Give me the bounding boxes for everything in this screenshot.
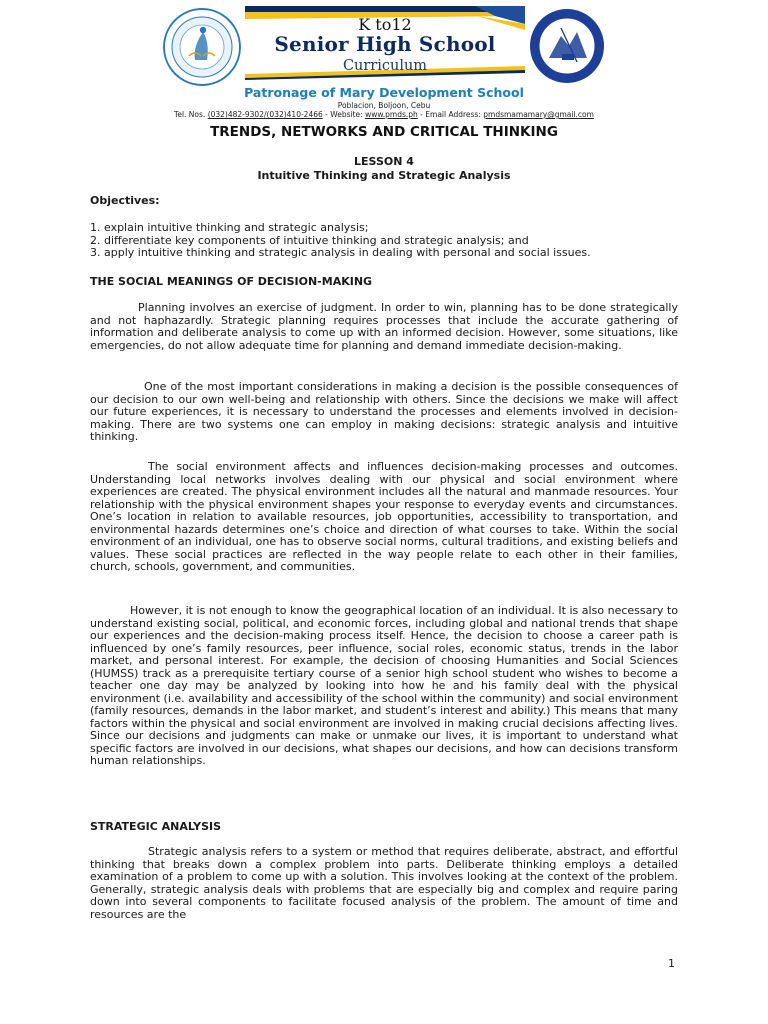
- banner-title: Senior High School: [274, 32, 496, 56]
- website-label: - Website:: [322, 110, 366, 119]
- school-name: Patronage of Mary Development School: [244, 85, 524, 100]
- objective-item: 1. explain intuitive thinking and strategic analysis;: [90, 221, 369, 234]
- senior-high-school-banner: [245, 6, 525, 80]
- school-address: Poblacion, Boljoon, Cebu: [337, 101, 431, 110]
- lesson-title: Intuitive Thinking and Strategic Analysis: [257, 169, 511, 182]
- objective-item: 2. differentiate key components of intuitive thinking and strategic analysis; and: [90, 233, 529, 247]
- website-link[interactable]: www.pmds.ph: [365, 110, 418, 119]
- banner-k-to-12: K to12: [358, 15, 412, 34]
- lesson-number: LESSON 4: [354, 155, 414, 168]
- banner-subtitle: Curriculum: [342, 58, 428, 74]
- phone-numbers: (032)482-9302/(032)410-2466: [207, 110, 323, 119]
- page-number: 1: [668, 957, 675, 970]
- body-paragraph: However, it is not enough to know the geographical location of an individual. It is also necessary to understand existing social, political, and economic forces, including global and national trends that shape our experiences and the decision-making process itself. Hence, the decision to choose a career path is influenced by one’s family resources, peer influence, social roles, economic status, trends in the labor market, and personal interest. For example, the decision of choosing Humanities and Social Sciences (HUMSS) track as a prerequisite tertiary course of a senior high school student who wishes to become a teacher one day may be analyzed by looking into how he and his family deal with the physical environment (i.e. availability and accessibility of the school within the community) and social environment (family resources, demands in the labor market, and student’s interest and ability.) This means that many factors within the physical and social environment are involved in making crucial decisions affecting lives. Since our decisions and judgments can make or unmake our lives, it is important to understand what specific factors are involved in our decisions, what shapes our decisions, and how can decisions transform human relationships.: [90, 604, 679, 767]
- email-link[interactable]: pmdsmamamary@gmail.com: [483, 110, 594, 119]
- contact-prefix: Tel. Nos.: [174, 110, 208, 119]
- section-heading-strategic-analysis: STRATEGIC ANALYSIS: [90, 820, 222, 833]
- body-paragraph: Planning involves an exercise of judgment. In order to win, planning has to be done strategically and not haphazardly. Strategic planning requires processes that include the accurate gathering of information and deliberate analysis to come up with an informed decision. However, some situations, like emergencies, do not allow adequate time for planning and demand immediate decision-making.: [90, 301, 678, 352]
- school-seal-logo-left: [163, 8, 241, 86]
- body-paragraph: One of the most important considerations in making a decision is the possible consequences of our decision to our own well-being and relationship with others. Since the decisions we make will affect our future experiences, it is necessary to understand the processes and elements involved in decision-making. There are two systems one can employ in making decisions: strategic analysis and intuitive thinking.: [90, 380, 678, 443]
- objectives-heading: Objectives:: [90, 194, 160, 207]
- course-title: TRENDS, NETWORKS AND CRITICAL THINKING: [210, 124, 558, 140]
- school-seal-logo-right: [529, 8, 605, 84]
- school-contact-line: [0, 110, 768, 119]
- body-paragraph: Strategic analysis refers to a system or method that requires deliberate, abstract, and effortful thinking that breaks down a complex problem into parts. Deliberate thinking employs a detailed examination of a problem to come up with a solution. This involves looking at the context of the problem. Generally, strategic analysis deals with problems that are especially big and complex and require paring down into several components to facilitate focused analysis of the problem. The amount of time and resources are the: [90, 845, 678, 921]
- email-label: - Email Address:: [417, 110, 484, 119]
- objective-item: 3. apply intuitive thinking and strategic analysis in dealing with personal and social issues.: [90, 246, 591, 259]
- body-paragraph: The social environment affects and influences decision-making processes and outcomes. Understanding local networks involves dealing with our physical and social environment where experiences are created. The physical environment includes all the natural and manmade resources. Your relationship with the physical environment shapes your response to everyday events and circumstances. One’s location in relation to available resources, job opportunities, accessibility to transportation, and environmental hazards determines one’s choice and direction of what courses to take. Within the social environment of an individual, one has to observe social norms, cultural traditions, and existing beliefs and values. These social practices are reflected in the way people relate to each other in their families, church, schools, government, and communities.: [90, 460, 678, 573]
- section-heading-social-meanings: THE SOCIAL MEANINGS OF DECISION-MAKING: [90, 275, 373, 288]
- objectives-list: [90, 222, 678, 260]
